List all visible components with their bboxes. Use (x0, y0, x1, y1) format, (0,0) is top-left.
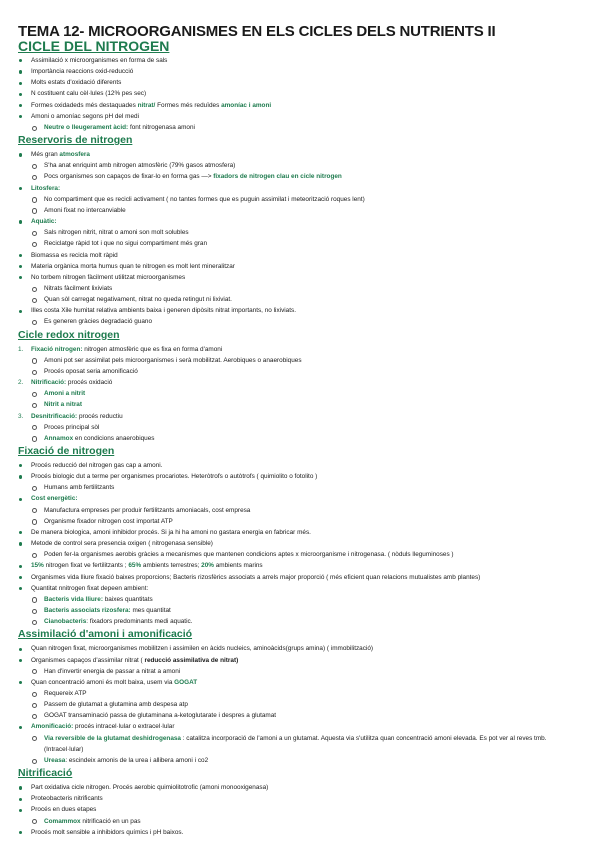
highlight: Cianobacteris (44, 618, 87, 626)
list-item: Litosfera: (18, 183, 582, 194)
text: Formes més reduïdes (155, 101, 222, 109)
sub-list-item (18, 816, 582, 827)
sub-list-item: GOGAT transaminació passa de glutaminana a-ketoglutarate i despres a glutamat (18, 710, 582, 721)
sub-list-item (18, 171, 582, 182)
sub-list-item (18, 616, 582, 627)
list-item: Assimilació x microorganismes en forma de sals (18, 55, 582, 66)
text: : escindeix amonis de la urea i allibera amoni i co2 (65, 756, 209, 764)
text: procés intracel·lular o extracel·lular (73, 723, 175, 731)
sub-list-item (18, 594, 582, 605)
text: Organismes capaços d'assimilar nitrat ( (31, 656, 145, 664)
highlight: Amonificació: (31, 723, 74, 731)
heading-cicle-nitrogen: CICLE DEL NITROGEN (18, 38, 170, 54)
list-item (18, 100, 582, 111)
sub-list-item: Sals nitrogen nitrit, nitrat o amoni son molt solubles (18, 227, 582, 238)
sub-list-item (18, 605, 582, 616)
heading-fixacio: Fixació de nitrogen (18, 445, 115, 457)
list-item (18, 149, 582, 160)
list-item: Amoni o amoníac segons pH del medi (18, 111, 582, 122)
text: : catalitza incorporació de l'amoni a un glutamat. Aquesta via s'utilitza quan concentració amoni elevada. Es pot ver al reves tmb. (Intracel·lular) (44, 734, 547, 753)
text: nitrificació en un pas (80, 817, 141, 825)
sub-list-item: Quan sòl carregat negativament, nitrat no queda retingut ni lixiviat. (18, 294, 582, 305)
text: font nitrogenasa amoni (128, 123, 195, 131)
item-number: 2. (18, 379, 24, 387)
highlight: 65% (128, 562, 142, 570)
list-item: N costituent calu cèl·lules (12% pes sec) (18, 88, 582, 99)
list-item: Procés biologic dut a terme per organismes procariotes. Heteròtrofs o autòtrofs ( quimiolito o fotolito ) (18, 471, 582, 482)
heading-reservoris: Reservoris de nitrogen (18, 134, 133, 147)
highlight: 20% (201, 562, 214, 570)
sub-list-item (18, 733, 582, 755)
sub-list-item (18, 755, 582, 766)
sub-list-item (18, 122, 582, 133)
highlight: fixadors de nitrogen clau en cicle nitrogen (213, 173, 342, 181)
sub-list-item: Nitrats fàcilment lixiviats (18, 283, 582, 294)
document-title: TEMA 12- MICROORGANISMES EN ELS CICLES DELS NUTRIENTS II (18, 23, 496, 40)
highlight: Bacteris associats rizosfera: (44, 607, 131, 615)
heading-nitrificacio: Nitrificació (18, 767, 73, 780)
highlight: Via reversible de la glutamat deshidrogenasa (44, 734, 181, 742)
highlight: nitrat/ (137, 101, 156, 109)
list-item: Molts estats d'oxidació diferents (18, 77, 582, 88)
numbered-item (18, 344, 582, 355)
list-item: Procés reducció del nitrogen gas cap a amoni. (18, 460, 582, 471)
list-nitrificacio (18, 782, 582, 838)
sub-list-item: Proces principal sòl (18, 422, 582, 433)
list-item: Quantitat nnitrogen fixat depeen ambient: (18, 583, 582, 594)
highlight: Desnitrificació: (31, 412, 78, 420)
bold-text: reducció assimilativa de nitrat) (144, 656, 239, 664)
sub-list-item: Poden fer-la organismes aerobis gràcies a mecanismes que mantenen condicions aptes x microorganisme i nitrogenasa. ( nòduls lleguminoses ) (18, 549, 582, 560)
sub-list-item: Manufactura empreses per produir fertilitzants amoniacals, cost empresa (18, 505, 582, 516)
item-number: 3. (18, 412, 24, 420)
sub-list-item: Amoni pot ser assimilat pels microorganismes i serà mobilitzat. Aerobiques o anaerobiques (18, 355, 582, 366)
numbered-item (18, 411, 582, 422)
highlight: Bacteris vida lliure: (44, 595, 103, 603)
sub-list-item: S'ha anat enriquint amb nitrogen atmosfèric (79% gasos atmosfera) (18, 160, 582, 171)
list-fixacio (18, 460, 582, 627)
list-assimilacio (18, 643, 582, 766)
list-item: Quan nitrogen fixat, microorganismes mobilitzen i assimilen en àcids nucleics, aminoàcids(grups amina) ( immobilització) (18, 643, 582, 654)
numbered-item (18, 377, 582, 388)
highlight: amoníac i amoni (221, 101, 272, 109)
sub-list-item: Humans amb fertilitzants (18, 482, 582, 493)
list-item: Proteobacteris nitrificants (18, 793, 582, 804)
sub-list-item: Han d'invertir energia de passar a nitrat a amoni (18, 666, 582, 677)
text: Formes oxidadeds més destaquades (31, 101, 138, 109)
highlight: Ureasa (44, 756, 66, 764)
highlight: GOGAT (174, 678, 198, 686)
text: procés oxidació (66, 379, 113, 387)
list-item: Organismes vida lliure fixació baixes proporcions; Bacteris rizosfèrics associats a arrels major proporció ( més eficient quan relacions mutualistes amb plantes) (18, 572, 582, 583)
list-item: Cost energètic: (18, 493, 582, 504)
highlight: Neutre o lleugerament àcid: (44, 123, 129, 131)
sub-list-item: Reciclatge ràpid tot i que no sigui compartiment més gran (18, 238, 582, 249)
text: baixes quantitats (102, 595, 153, 603)
text: Quan concentració amoni és molt baixa, usem via (31, 678, 175, 686)
list-item: Illes costa Xile humitat relativa ambients baixa i generen dipòsits nitrat importants, no lixiviats. (18, 305, 582, 316)
text: mes quantitat (130, 607, 171, 615)
list-item: De manera biologica, amoni inhibidor procés. Si ja hi ha amoni no gastara energia en fabricar més. (18, 527, 582, 538)
sub-list-item: Amoni fixat no intercanviable (18, 205, 582, 216)
list-item (18, 560, 582, 571)
list-item: Importància reaccions oxid-reducció (18, 66, 582, 77)
sub-list-item (18, 433, 582, 444)
item-number: 1. (18, 345, 24, 353)
list-item: Procés en dues etapes (18, 804, 582, 815)
highlight: Nitrificació: (31, 379, 67, 387)
list-cicle-nitrogen (18, 55, 582, 133)
list-item: Part oxidativa cicle nitrogen. Procés aerobic quimiolitotrofic (amoni monooxigenasa) (18, 782, 582, 793)
list-item: No torbem nitrogen fàcilment utilitzat microorganismes (18, 272, 582, 283)
sub-list-item: Amoni a nitrit (18, 388, 582, 399)
text: Pocs organismes son capaços de fixar-lo en forma gas —> (44, 173, 214, 181)
sub-list-item: Es generen gràcies degradació guano (18, 316, 582, 327)
sub-list-item: Nitrit a nitrat (18, 399, 582, 410)
highlight: atmosfera (59, 151, 90, 159)
sub-list-item: Procés oposat seria amonificació (18, 366, 582, 377)
highlight: 15% (31, 562, 44, 570)
text: nitrogen fixat ve fertilitzants ; (43, 562, 129, 570)
list-item: Biomassa es recicla molt ràpid (18, 250, 582, 261)
sub-list-item: No compartiment que es recicli activament ( no tantes formes que es puguin assimilat i meteorització roques lent) (18, 194, 582, 205)
list-item: Procés molt sensible a inhibidors químics i pH baixos. (18, 827, 582, 838)
list-item: Aquàtic: (18, 216, 582, 227)
highlight: Comammox (44, 817, 81, 825)
heading-assimilacio: Assimilació d'amoni i amonificació (18, 628, 193, 641)
highlight: Fixació nitrogen: (31, 345, 83, 353)
text: : fixadors predominants medi aquatic. (86, 618, 193, 626)
list-item: Materia orgànica morta humus quan te nitrogen es molt lent mineralitzar (18, 261, 582, 272)
list-item (18, 721, 582, 732)
text: ambients terrestres; (141, 562, 202, 570)
text: ambients marins (213, 562, 263, 570)
text: procés reductiu (77, 412, 123, 420)
sub-list-item: Requereix ATP (18, 688, 582, 699)
sub-list-item: Passem de glutamat a glutamina amb despesa atp (18, 699, 582, 710)
list-cicle-redox (18, 344, 582, 444)
sub-list-item: Organisme fixador nitrogen cost importat ATP (18, 516, 582, 527)
list-reservoris (18, 149, 582, 328)
highlight: Annamox (44, 434, 74, 442)
text: nitrogen atmosfèric que es fixa en forma d'amoni (82, 345, 223, 353)
list-item (18, 677, 582, 688)
heading-cicle-redox: Cicle redox nitrogen (18, 328, 120, 341)
text: en condicions anaerobiques (73, 434, 155, 442)
list-item: Metode de control sera presencia oxigen ( nitrogenasa sensible) (18, 538, 582, 549)
list-item (18, 655, 582, 666)
text: Més gran (31, 151, 60, 159)
